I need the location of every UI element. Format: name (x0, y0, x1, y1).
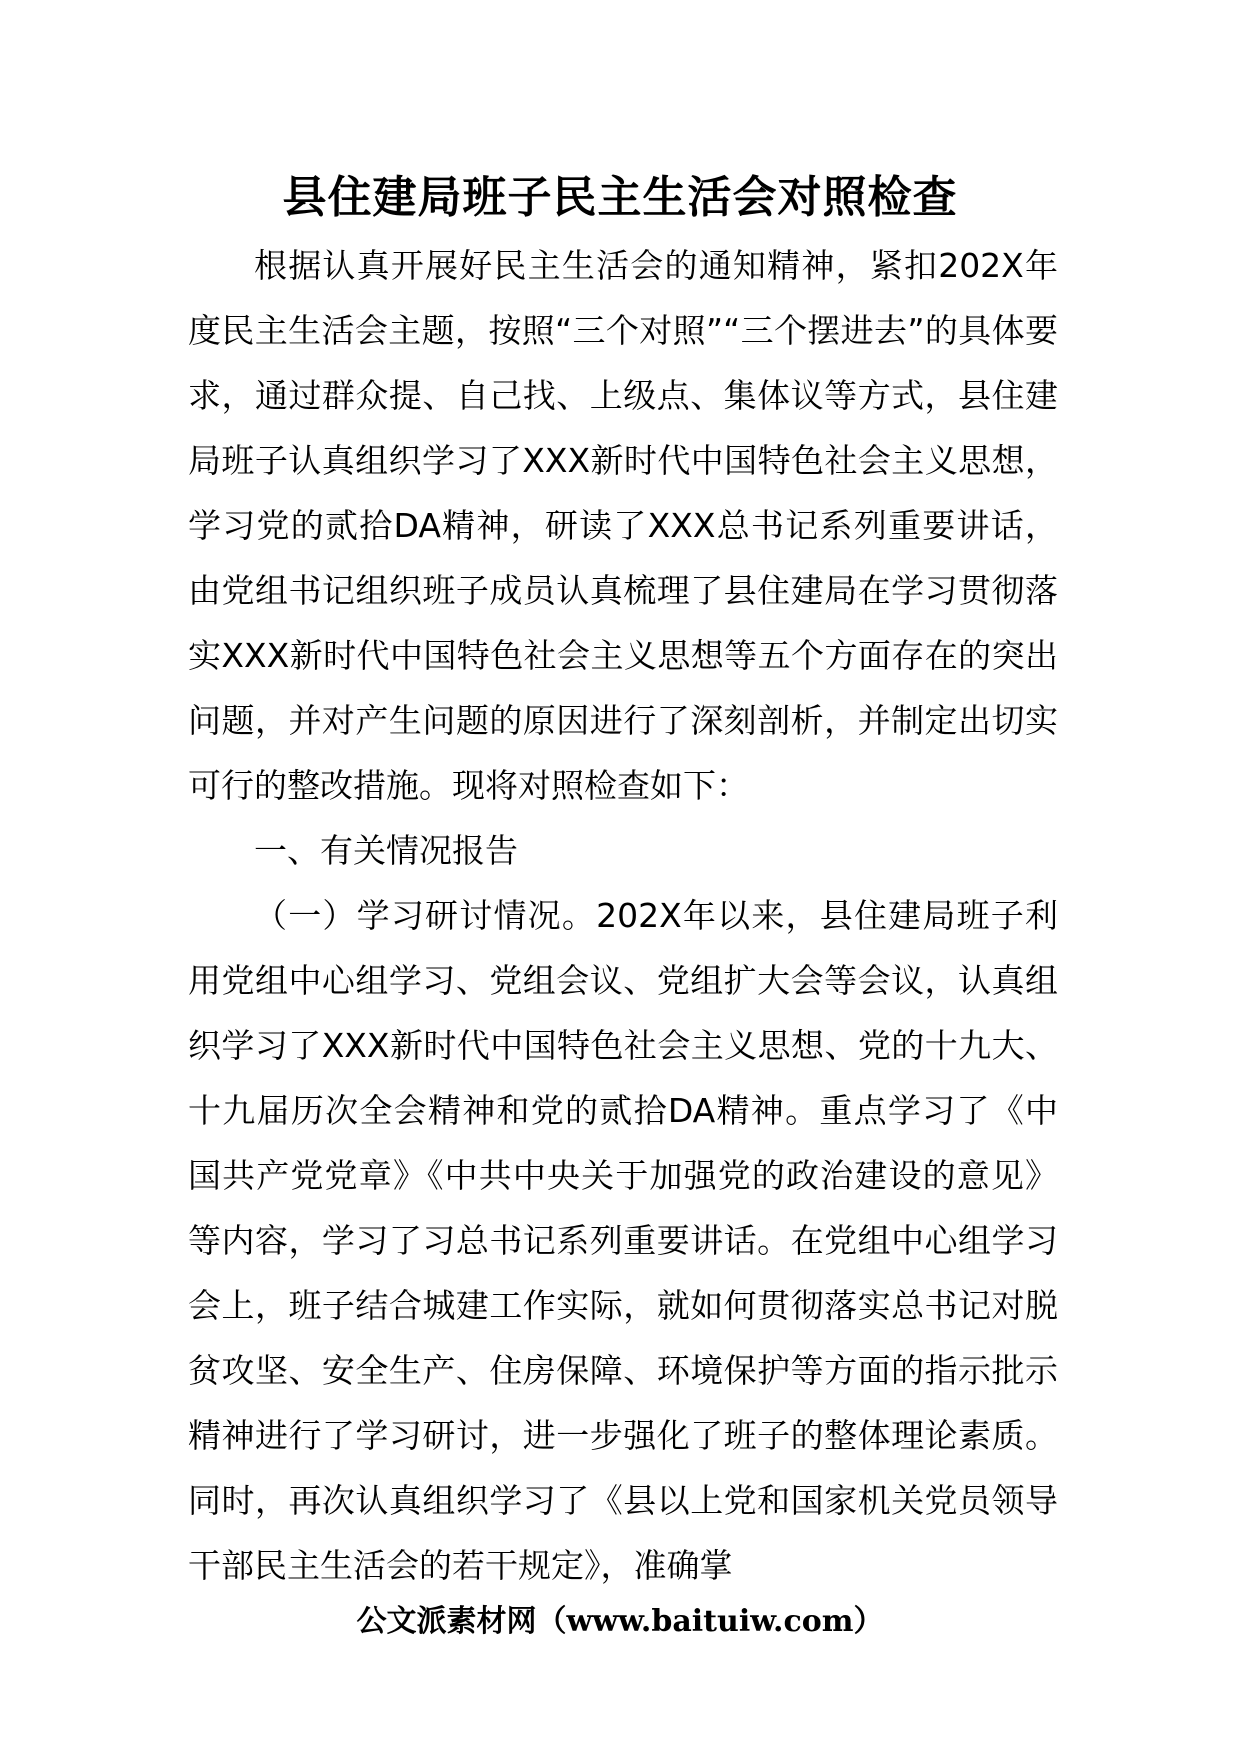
document-title: 县住建局班子民主生活会对照检查 (282, 172, 958, 223)
watermark-footer: 公文派素材网（www.baituiw.com） (356, 1604, 884, 1639)
intro-paragraph: 根据认真开展好民主生活会的通知精神，紧扣202X年度民主生活会主题，按照“三个对照”“三个摆进去”的具体要求，通过群众提、自己找、上级点、集体议等方式，县住建局班子认真组织学习了XXX新时代中国特色社会主义思想，学习党的贰拾DA精神，研读了XXX总书记系列重要讲话，由党组书记组织班子成员认真梳理了县住建局在学习贯彻落实XXX新时代中国特色社会主义思想等五个方面存在的突出问题，并对产生问题的原因进行了深刻剖析，并制定出切实可行的整改措施。现将对照检查如下： (188, 246, 1058, 805)
document-body (188, 233, 1058, 1598)
section-heading: 一、有关情况报告 (254, 831, 518, 870)
study-paragraph: （一）学习研讨情况。202X年以来，县住建局班子利用党组中心组学习、党组会议、党组扩大会等会议，认真组织学习了XXX新时代中国特色社会主义思想、党的十九大、十九届历次全会精神和党的贰拾DA精神。重点学习了《中国共产党党章》《中共中央关于加强党的政治建设的意见》等内容，学习了习总书记系列重要讲话。在党组中心组学习会上，班子结合城建工作实际，就如何贯彻落实总书记对脱贫攻坚、安全生产、住房保障、环境保护等方面的指示批示精神进行了学习研讨，进一步强化了班子的整体理论素质。同时，再次认真组织学习了《县以上党和国家机关党员领导干部民主生活会的若干规定》，准确掌 (188, 896, 1058, 1585)
